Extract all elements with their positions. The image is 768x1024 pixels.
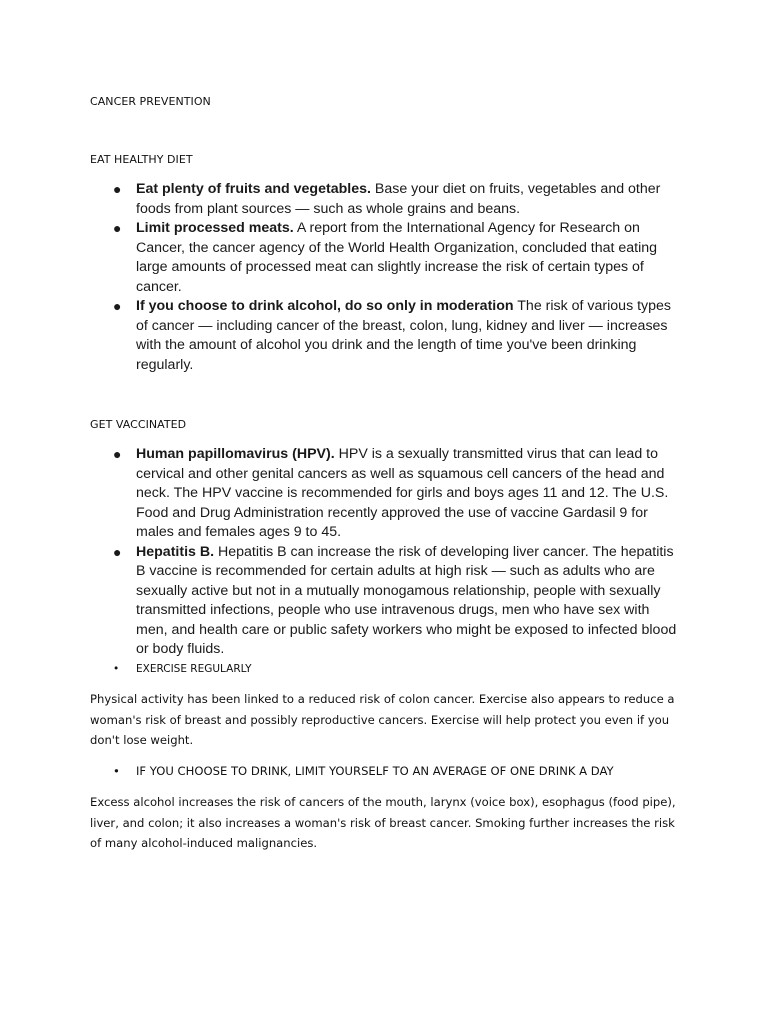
section-heading-vaccinated: GET VACCINATED <box>90 418 187 431</box>
list-item-text: A report from the International Agency for Research on Cancer, the cancer agency of the World Health Organization, concluded that eating large amounts of processed meat can slightly increase the risk of certain types of cancer. <box>136 220 658 295</box>
bullet-icon: • <box>113 663 120 675</box>
list-item-bold: Hepatitis B. <box>136 543 215 560</box>
bullet-icon: ● <box>113 298 122 314</box>
section-heading-exercise: EXERCISE REGULARLY <box>136 663 252 675</box>
bullet-icon: • <box>113 764 120 778</box>
list-item <box>0 543 681 660</box>
list-item-bold: Limit processed meats. <box>136 220 294 236</box>
list-item-text: Base your diet on fruits, vegetables and other foods from plant sources — such as whole grains and beans. <box>136 181 661 217</box>
list-item <box>0 445 681 543</box>
list-item-text: The risk of various types of cancer — including cancer of the breast, colon, lung, kidney and liver — increases with the amount of alcohol you drink and the length of time you've been drinking regularly. <box>136 298 672 373</box>
bullet-icon: ● <box>113 446 122 462</box>
list-item-text: Hepatitis B can increase the risk of developing liver cancer. The hepatitis B vaccine is recommended for certain adults at high risk — such as adults who are sexually active but not in a mutually monogamous relationship, people with sexually transmitted infections, people who use intravenous drugs, men who have sex with men, and health care or public safety workers who might be exposed to infected blood or body fluids. <box>136 543 677 657</box>
bullet-icon: ● <box>113 181 122 197</box>
drink-paragraph: Excess alcohol increases the risk of cancers of the mouth, larynx (voice box), esophagus (food pipe), liver, and colon; it also increases a woman's risk of breast cancer. Smoking further increases the risk of many alcohol-induced malignancies. <box>90 795 676 851</box>
bullet-icon: ● <box>113 543 122 560</box>
list-item-bold: Eat plenty of fruits and vegetables. <box>136 181 371 197</box>
exercise-paragraph: Physical activity has been linked to a reduced risk of colon cancer. Exercise also appears to reduce a woman's risk of breast and possibly reproductive cancers. Exercise will help protect you even if you don't lose weight. <box>90 692 675 748</box>
list-item-text: HPV is a sexually transmitted virus that can lead to cervical and other genital cancers as well as squamous cell cancers of the head and neck. The HPV vaccine is recommended for girls and boys ages 11 and 12. The U.S. Food and Drug Administration recently approved the use of vaccine Gardasil 9 for males and females ages 9 to 45. <box>136 446 669 540</box>
list-item-bold: Human papillomavirus (HPV). <box>136 446 335 462</box>
document-title: CANCER PREVENTION <box>90 95 211 108</box>
list-item <box>0 219 681 297</box>
list-item-bold: If you choose to drink alcohol, do so only in moderation <box>136 298 514 314</box>
section-heading-diet: EAT HEALTHY DIET <box>90 153 193 166</box>
section-heading-drink: IF YOU CHOOSE TO DRINK, LIMIT YOURSELF TO AN AVERAGE OF ONE DRINK A DAY <box>136 764 614 778</box>
vaccinated-list <box>0 445 768 660</box>
diet-list <box>0 180 768 375</box>
list-item <box>0 297 681 375</box>
list-item <box>0 180 681 219</box>
bullet-icon: ● <box>113 220 122 236</box>
